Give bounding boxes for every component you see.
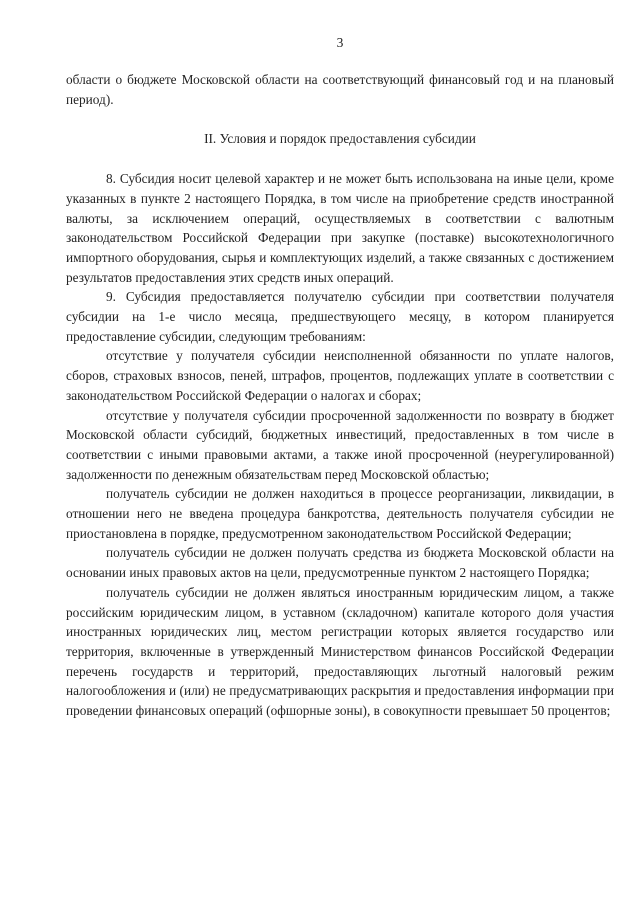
requirement-no-tax-debt: отсутствие у получателя субсидии неисполненной обязанности по уплате налогов, сборов, страховых взносов, пеней, штрафов, процентов, подлежащих уплате в соответствии с законодательством Российской Федерации о налогах и сборах; bbox=[66, 348, 614, 403]
paragraph-item-8: 8. Субсидия носит целевой характер и не может быть использована на иные цели, кроме указанных в пункте 2 настоящего Порядка, в том числе на приобретение средств иностранной валюты, за исключением операций, осуществляемых в соответствии с валютным законодательством Российской Федерации при закупке (поставке) высокотехнологичного импортного оборудования, сырья и комплектующих изделий, а также связанных с достижением результатов предоставления этих средств иных операций. bbox=[66, 171, 614, 285]
paragraph-item-9: 9. Субсидия предоставляется получателю субсидии при соответствии получателя субсидии на 1-е число месяца, предшествующего месяцу, в котором планируется предоставление субсидии, следующим требованиям: bbox=[66, 289, 614, 344]
requirement-no-reorganization: получатель субсидии не должен находиться в процессе реорганизации, ликвидации, в отношении него не введена процедура банкротства, деятельность получателя субсидии не приостановлена в порядке, предусмотренном законодательством Российской Федерации; bbox=[66, 486, 614, 541]
requirement-no-other-funding: получатель субсидии не должен получать средства из бюджета Московской области на основании иных правовых актов на цели, предусмотренные пунктом 2 настоящего Порядка; bbox=[66, 545, 614, 581]
section-title: II. Условия и порядок предоставления субсидии bbox=[204, 131, 476, 147]
requirement-not-foreign-entity: получатель субсидии не должен являться иностранным юридическим лицом, а также российским юридическим лицом, в уставном (складочном) капитале которого доля участия иностранных юридических лиц, местом регистрации которых является государство или территория, включенные в утвержденный Министерством финансов Российской Федерации перечень государств и территорий, предоставляющих льготный налоговый режим налогообложения и (или) не предусматривающих раскрытия и предоставления информации при проведении финансовых операций (офшорные зоны), в совокупности превышает 50 процентов; bbox=[66, 584, 614, 719]
page-number: 3 bbox=[336, 35, 344, 50]
paragraph-continuation: области о бюджете Московской области на соответствующий финансовый год и на плановый период). bbox=[66, 72, 614, 107]
requirement-no-overdue-debt: отсутствие у получателя субсидии просроченной задолженности по возврату в бюджет Московской области субсидий, бюджетных инвестиций, предоставленных в том числе в соответствии с иными правовыми актами, а также иной просроченной (неурегулированной) задолженности по денежным обязательствам перед Московской областью; bbox=[66, 407, 614, 482]
